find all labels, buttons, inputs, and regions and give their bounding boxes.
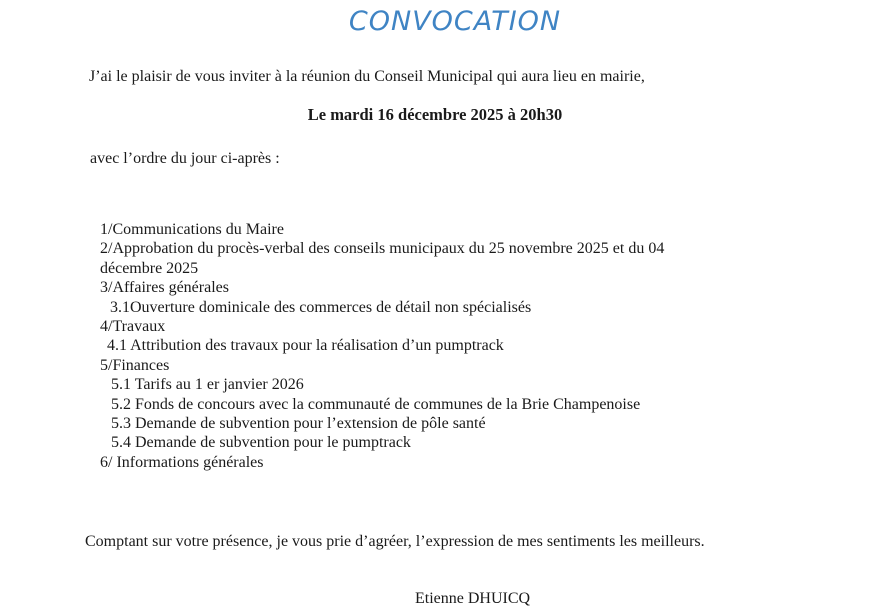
- agenda-item: 3/Affaires générales: [100, 279, 229, 297]
- document-title: CONVOCATION: [348, 6, 562, 37]
- agenda-subitem: 5.1 Tarifs au 1 er janvier 2026: [111, 376, 304, 394]
- intro-paragraph: J’ai le plaisir de vous inviter à la réunion du Conseil Municipal qui aura lieu en mairie,: [89, 68, 645, 85]
- agenda-item: 4/Travaux: [100, 318, 166, 336]
- agenda-subitem: 5.3 Demande de subvention pour l’extension de pôle santé: [111, 415, 486, 433]
- agenda-item: 1/Communications du Maire: [100, 221, 284, 238]
- meeting-date: Le mardi 16 décembre 2025 à 20h30: [307, 105, 563, 124]
- agenda-subitem: 5.4 Demande de subvention pour le pumptrack: [111, 434, 411, 452]
- agenda-item: 5/Finances: [100, 356, 170, 374]
- agenda-subitem: 5.2 Fonds de concours avec la communauté de communes de la Brie Champenoise: [111, 395, 641, 413]
- agenda-subitem: 3.1Ouverture dominicale des commerces de détail non spécialisés: [110, 298, 532, 316]
- agenda-list: [100, 220, 664, 472]
- agenda-subitem: 4.1 Attribution des travaux pour la réalisation d’un pumptrack: [107, 337, 504, 355]
- agenda-item: décembre 2025: [100, 259, 199, 277]
- closing-paragraph: Comptant sur votre présence, je vous prie d’agréer, l’expression de mes sentiments les meilleurs.: [85, 533, 705, 550]
- agenda-intro: avec l’ordre du jour ci-après :: [90, 150, 280, 167]
- agenda-item: 6/ Informations générales: [100, 453, 264, 471]
- agenda-item: 2/Approbation du procès-verbal des conseils municipaux du 25 novembre 2025 et du 04: [100, 240, 665, 258]
- signature: Etienne DHUICQ: [415, 590, 531, 607]
